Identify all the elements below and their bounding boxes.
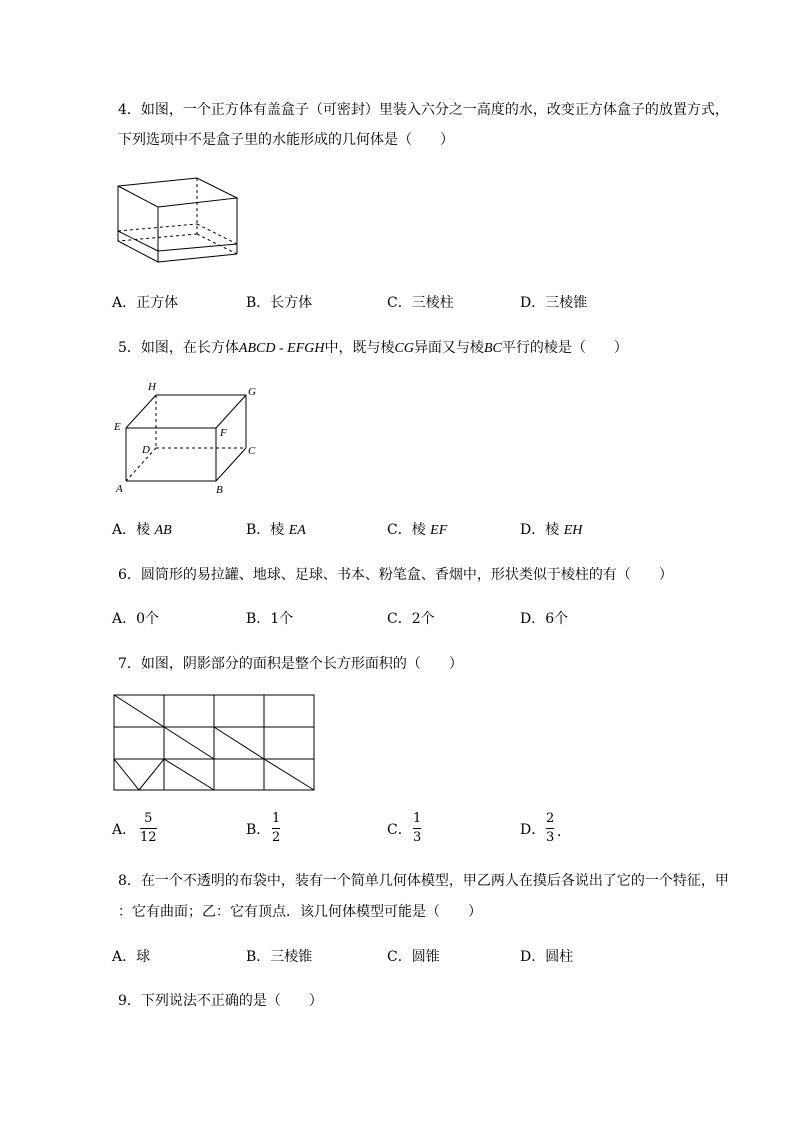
q5-text-pre: 5．如图，在长方体 xyxy=(118,340,239,356)
q5-option-b[interactable] xyxy=(246,520,306,541)
q4-text-line2: 下列选项中不是盒子里的水能形成的几何体是（ ） xyxy=(118,132,454,148)
q5-var-bc: BC xyxy=(483,341,502,356)
q5-option-b-var: EA xyxy=(288,523,306,538)
q5-text-mid2: 异面又与棱 xyxy=(413,340,484,356)
q5-option-c[interactable] xyxy=(387,520,447,541)
q8-text-line2: ：它有曲面；乙：它有顶点．该几何体模型可能是（ ） xyxy=(118,904,482,920)
q5-option-b-prefix: B．棱 xyxy=(246,522,289,538)
q5-label-g: G xyxy=(248,386,256,398)
q7-option-d-num: 2 xyxy=(546,811,555,826)
q7-text: 7．如图，阴影部分的面积是整个长方形面积的（ ） xyxy=(118,656,463,672)
q5-text-post: 平行的棱是（ ） xyxy=(501,340,628,356)
q7-option-a-fraction xyxy=(140,812,157,845)
q7-option-b-den: 2 xyxy=(272,830,281,845)
q6-option-d[interactable]: D．6个 xyxy=(520,611,569,627)
q8-option-c[interactable]: C．圆锥 xyxy=(387,949,440,965)
q5-option-d-prefix: D．棱 xyxy=(520,522,564,538)
q7-option-b-fraction xyxy=(272,812,280,845)
q5-var-efgh: EFGH xyxy=(287,341,325,356)
q5-sep: - xyxy=(275,341,288,356)
q7-option-b-num: 1 xyxy=(272,811,281,826)
q5-label-a: A xyxy=(116,483,123,495)
q9-text: 9．下列说法不正确的是（ ） xyxy=(118,993,323,1009)
q4-cube-figure xyxy=(112,176,244,268)
q7-option-c-fraction xyxy=(413,812,421,845)
q4-text-line1: 4．如图，一个正方体有盖盒子（可密封）里装入六分之一高度的水，改变正方体盒子的放置方式， xyxy=(118,102,729,118)
q5-option-a[interactable] xyxy=(112,520,172,541)
q7-option-c-prefix[interactable]: C． xyxy=(387,822,412,838)
q5-option-d-var: EH xyxy=(563,523,583,538)
q5-option-c-var: EF xyxy=(430,523,448,538)
q5-label-c: C xyxy=(248,445,256,457)
q7-option-d-den: 3 xyxy=(546,830,555,845)
q5-var-abcd: ABCD xyxy=(238,341,276,356)
q5-text-mid1: 中，既与棱 xyxy=(324,340,395,356)
q7-option-c-num: 1 xyxy=(413,811,422,826)
q5-label-e: E xyxy=(114,421,121,433)
q7-option-d-prefix[interactable]: D． xyxy=(520,822,546,838)
q4-option-a[interactable]: A．正方体 xyxy=(112,295,179,311)
q8-text-line1: 8．在一个不透明的布袋中，装有一个简单几何体模型，甲乙两人在摸后各说出了它的一个特征，甲 xyxy=(118,873,729,889)
q7-option-d-fraction xyxy=(546,812,554,845)
q5-label-f: F xyxy=(220,427,227,439)
q6-text: 6．圆筒形的易拉罐、地球、足球、书本、粉笔盒、香烟中，形状类似于棱柱的有（ ） xyxy=(118,567,673,583)
q5-label-h: H xyxy=(148,381,156,393)
q6-option-b[interactable]: B．1个 xyxy=(246,611,294,627)
q7-option-a-num: 5 xyxy=(144,811,153,826)
q4-option-b[interactable]: B．长方体 xyxy=(246,295,313,311)
q6-option-a[interactable]: A．0个 xyxy=(112,611,160,627)
q5-option-c-prefix: C．棱 xyxy=(387,522,431,538)
q7-option-a-den: 12 xyxy=(140,830,157,845)
q7-option-a-prefix[interactable]: A． xyxy=(112,822,137,838)
q8-option-d[interactable]: D．圆柱 xyxy=(520,949,574,965)
q5-option-d[interactable] xyxy=(520,520,582,541)
q7-grid-figure xyxy=(113,694,317,792)
q7-option-b-prefix[interactable]: B． xyxy=(246,822,271,838)
q5-label-b: B xyxy=(216,484,223,496)
q8-option-b[interactable]: B．三棱锥 xyxy=(246,949,313,965)
q4-option-c[interactable]: C．三棱柱 xyxy=(387,295,454,311)
q4-option-d[interactable]: D．三棱锥 xyxy=(520,295,588,311)
q5-text xyxy=(118,338,628,359)
q5-var-cg: CG xyxy=(394,341,414,356)
q5-cuboid-figure xyxy=(108,378,268,500)
q5-option-a-var: AB xyxy=(154,523,172,538)
q6-option-c[interactable]: C．2个 xyxy=(387,611,435,627)
q7-option-d-suffix: ． xyxy=(557,824,571,840)
q5-option-a-prefix: A．棱 xyxy=(112,522,155,538)
q7-option-c-den: 3 xyxy=(413,830,422,845)
q8-option-a[interactable]: A．球 xyxy=(112,949,151,965)
q5-label-d: D xyxy=(142,444,150,456)
